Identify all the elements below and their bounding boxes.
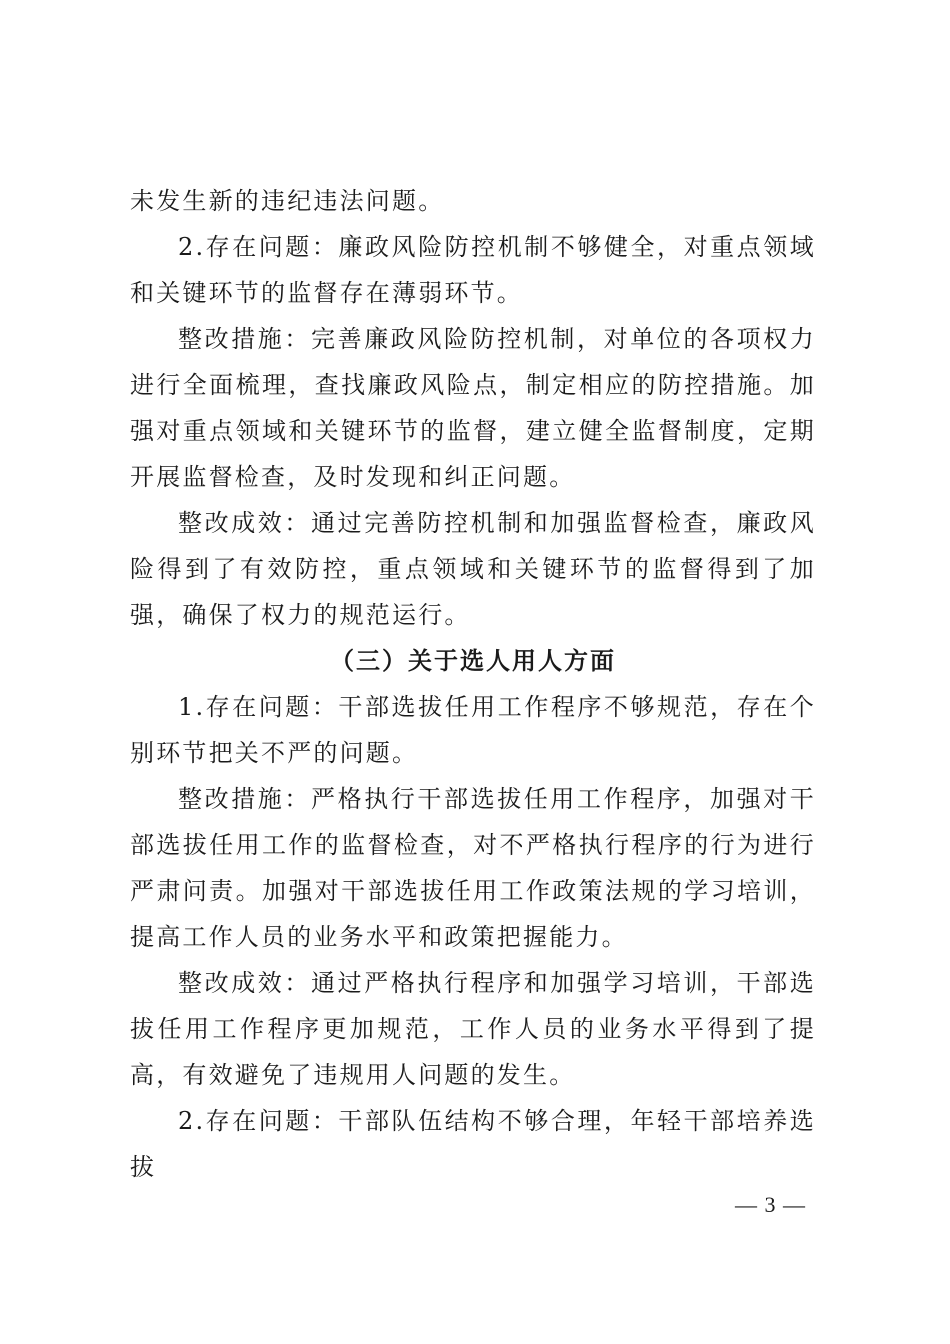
document-body (130, 178, 816, 1190)
paragraph-measures-2: 整改措施：严格执行干部选拔任用工作程序，加强对干部选拔任用工作的监督检查，对不严格执行程序的行为进行严肃问责。加强对干部选拔任用工作政策法规的学习培训，提高工作人员的业务水平和政策把握能力。 (130, 785, 816, 951)
section-heading: （三）关于选人用人方面 (330, 646, 616, 675)
paragraph-issue-1: 1.存在问题：干部选拔任用工作程序不够规范，存在个别环节把关不严的问题。 (130, 693, 816, 767)
page-number: — 3 — (735, 1192, 806, 1217)
paragraph-issue-2b: 2.存在问题：干部队伍结构不够合理，年轻干部培养选拔 (130, 1107, 816, 1181)
paragraph-results-2: 整改成效：通过严格执行程序和加强学习培训，干部选拔任用工作程序更加规范，工作人员的业务水平得到了提高，有效避免了违规用人问题的发生。 (130, 969, 816, 1089)
paragraph-continuation: 未发生新的违纪违法问题。 (130, 187, 445, 215)
paragraph-measures: 整改措施：完善廉政风险防控机制，对单位的各项权力进行全面梳理，查找廉政风险点，制定相应的防控措施。加强对重点领域和关键环节的监督，建立健全监督制度，定期开展监督检查，及时发现和纠正问题。 (130, 325, 816, 491)
paragraph-issue-2: 2.存在问题：廉政风险防控机制不够健全，对重点领域和关键环节的监督存在薄弱环节。 (130, 233, 816, 307)
paragraph-results: 整改成效：通过完善防控机制和加强监督检查，廉政风险得到了有效防控，重点领域和关键环节的监督得到了加强，确保了权力的规范运行。 (130, 509, 816, 629)
